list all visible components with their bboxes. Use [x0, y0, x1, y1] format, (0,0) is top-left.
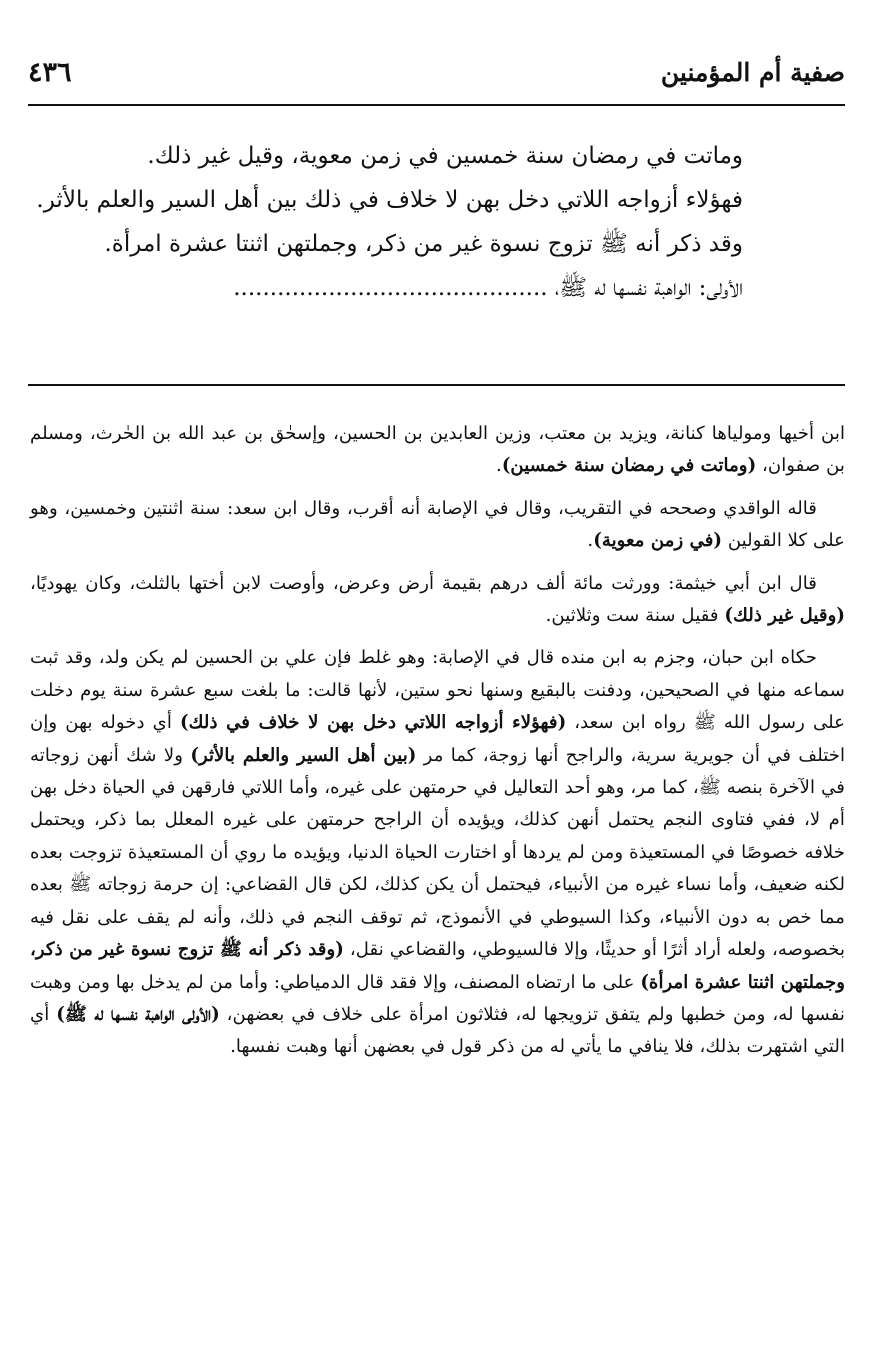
commentary-paragraph — [30, 568, 845, 633]
main-paragraph: فهؤلاء أزواجه اللاتي دخل بهن لا خلاف في ذلك بين أهل السير والعلم بالأثر. — [36, 187, 743, 213]
quoted-phrase: (وقد ذكر أنه ﷺ تزوج نسوة غير من ذكر، وجملتهن اثنتا عشرة امرأة) — [30, 939, 846, 993]
quoted-phrase: (وقيل غير ذلك) — [724, 605, 845, 627]
commentary-text: حكاه ابن حبان، وجزم به ابن منده قال في الإصابة: وهو غلط فإن علي بن الحسين لم يكن ولد، وقد ثبت سماعه منها في الصحيحين، ودفنت بالبقيع وسنها نحو ستين، لأنها قالت: ما بلغت سبع عشرة سنة يوم دخلت على رسول الله ﷺ رواه ابن سعد، — [30, 647, 845, 734]
page-number: ٤٣٦ — [28, 56, 72, 88]
commentary-text: أي دخوله بهن وإن اختلف في أن جويرية سرية، والراجح أنها زوجة، كما مر — [30, 712, 846, 766]
main-paragraph: وقد ذكر أنه ﷺ تزوج نسوة غير من ذكر، وجملتهن اثنتا عشرة امرأة. — [104, 231, 743, 257]
commentary-text: ولا شك أنهن زوجاته في الآخرة بنصه ﷺ، كما مر، وهو أحد التعاليل في حرمتهن على غيره، وأما اللاتي فارقهن في الحياة دخل بهن أم لا، ففي فتاوى النجم يحتمل أنهن كذلك، ويؤيده أن الراجح حرمتهن على غيره المعلل بما ذكر، ويحتمل خلافه خصوصًا في المستعيذة ومن لم يردها أو اختارت الحياة الدنيا، ويؤيده ما روي أن المستعيذة تزوجت بعده لكنه ضعيف، وأما نساء غيره من الأنبياء، فيحتمل أن يكن كذلك، لكن قال القضاعي: إن حرمة زوجاته ﷺ بعده مما خص به دون الأنبياء، وكذا السيوطي في الأنموذج، ثم توقف النجم في ذلك، وأنه لم يقف على نقل فيه بخصوصه، ولعله أراد أثرًا أو حديثًا، وإلا فالسيوطي، والقضاعي نقل، — [30, 744, 846, 961]
commentary-paragraph — [30, 418, 845, 483]
commentary-text: على ما ارتضاه المصنف، وإلا فقد قال الدمياطي: وأما من لم يدخل بها ومن وهبت نفسها له، ومن خطبها ولم يتفق تزويجها له، فثلاثون امرأة على خلاف في بعضهن، — [30, 971, 845, 1025]
main-paragraph: الأولى: الواهبة نفسها له ﷺ، ........................................... — [233, 275, 743, 301]
main-text — [36, 134, 837, 310]
commentary-text: فقيل سنة ست وثلاثين. — [545, 605, 725, 627]
quoted-phrase: (الأولى الواهبة نفسها له ﷺ) — [56, 1003, 220, 1025]
running-header — [28, 52, 845, 92]
quoted-phrase: (بين أهل السير والعلم بالأثر) — [190, 744, 417, 766]
page-title: صفية أم المؤمنين — [660, 57, 845, 87]
commentary-text: . — [496, 455, 502, 477]
commentary-text: أي التي اشتهرت بذلك، فلا ينافي ما يأتي له من ذكر قول في بعضهن أنها وهبت نفسها. — [30, 1003, 845, 1058]
commentary-text: قال ابن أبي خيثمة: وورثت مائة ألف درهم بقيمة أرض وعرض، وأوصت لابن أختها بالثلث، وكان يهوديًا، — [30, 572, 817, 594]
commentary-text: ابن أخيها ومولياها كنانة، ويزيد بن معتب، وزين العابدين بن الحسين، وإسحٰق بن عبد الله بن الحٰرث، ومسلم بن صفوان، — [30, 423, 845, 477]
separator-rule — [28, 384, 845, 386]
quoted-phrase: (وماتت في رمضان سنة خمسين) — [501, 455, 757, 477]
main-paragraph: وماتت في رمضان سنة خمسين في زمن معوية، وقيل غير ذلك. — [147, 143, 743, 169]
commentary-section — [30, 418, 845, 1074]
header-rule — [28, 104, 845, 106]
quoted-phrase: (في زمن معوية) — [593, 530, 723, 552]
commentary-paragraph — [30, 642, 845, 1063]
commentary-paragraph — [30, 493, 845, 558]
commentary-text: . — [587, 530, 594, 552]
quoted-phrase: (فهؤلاء أزواجه اللاتي دخل بهن لا خلاف في ذلك) — [179, 712, 567, 734]
commentary-text: قاله الواقدي وصححه في التقريب، وقال في الإصابة أنه أقرب، وقال ابن سعد: سنة اثنتين وخمسين، وهو على كلا القولين — [30, 497, 845, 552]
